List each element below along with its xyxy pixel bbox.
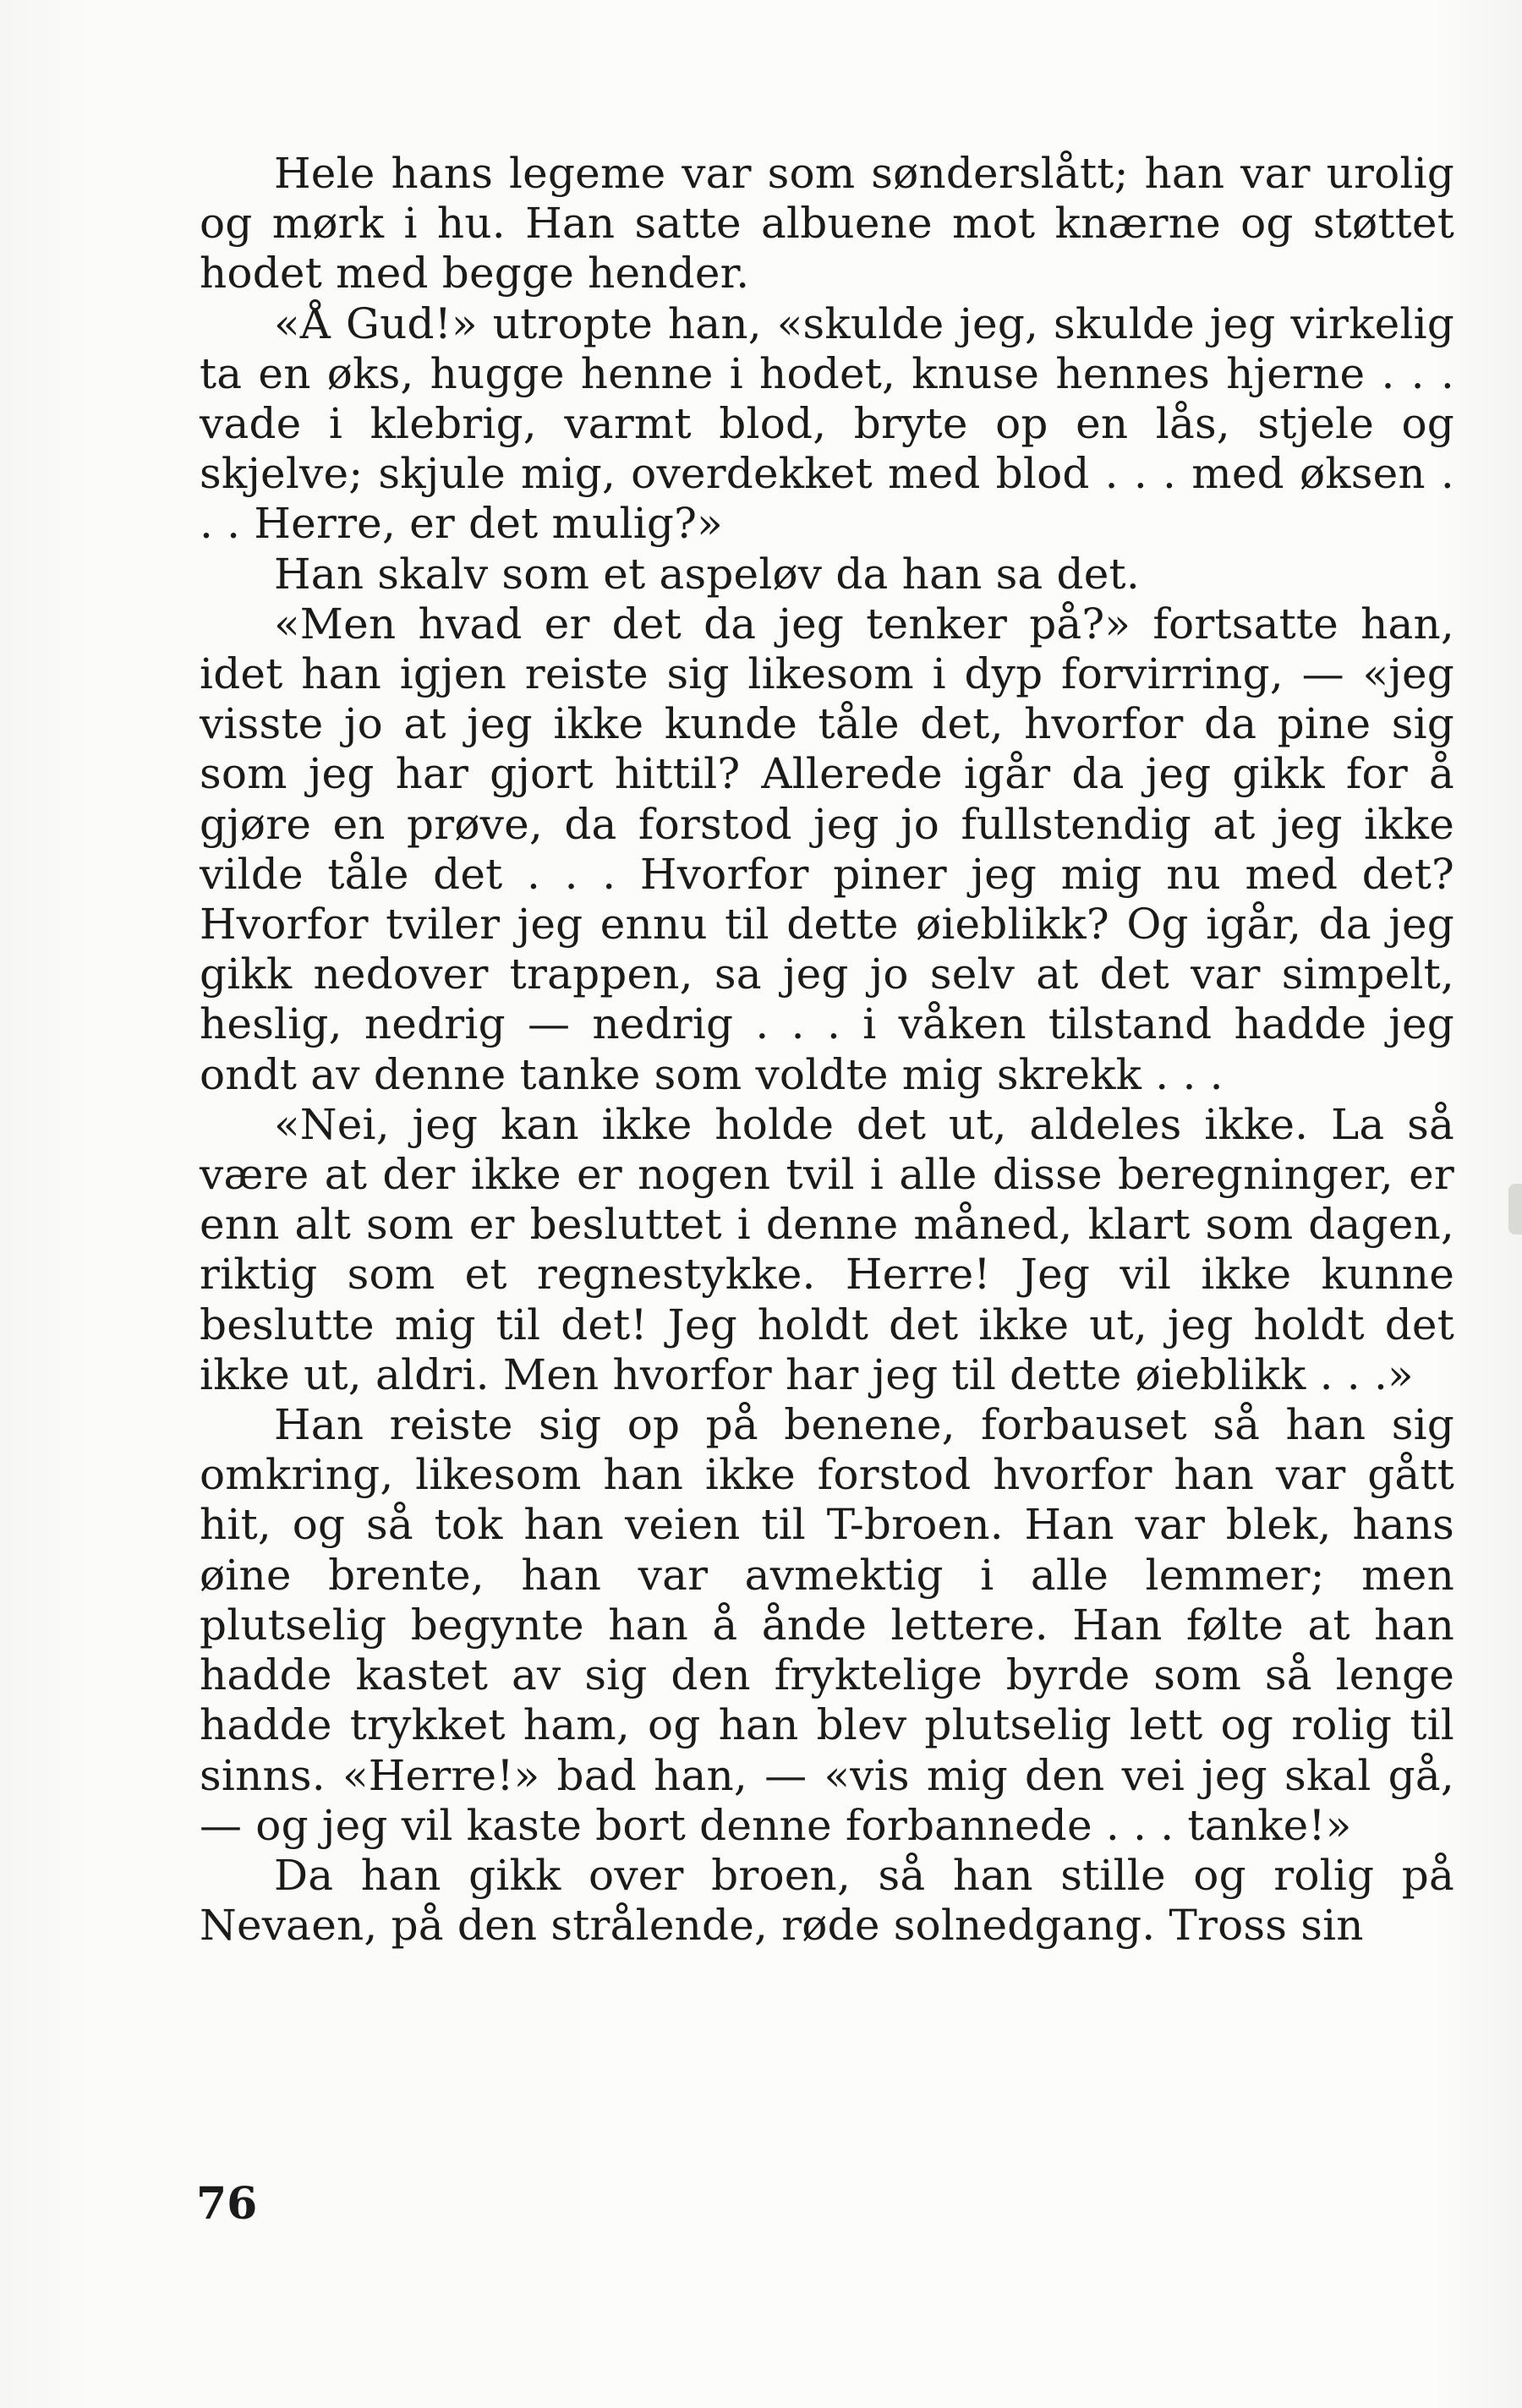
page-number: 76: [196, 2178, 258, 2230]
paragraph: Han skalv som et aspeløv da han sa det.: [274, 549, 1140, 599]
paragraph: «Å Gud!» utropte han, «skulde jeg, skulde jeg virkelig ta en øks, hugge henne i hodet, knuse hennes hjerne . . . vade i klebrig, varmt blod, bryte op en lås, stjele og skjelve; skjule mig, overdekket med blod . . . med øksen . . . Herre, er det mulig?»: [200, 298, 1454, 549]
paragraph: Han reiste sig op på benene, forbauset så han sig omkring, likesom han ikke forstod hvorfor han var gått hit, og så tok han veien til T-broen. Han var blek, hans øine brente, han var avmektig i alle lemmer; men plutselig begynte han å ånde lettere. Han følte at han hadde kastet av sig den fryktelige byrde som så lenge hadde trykket ham, og han blev plutselig lett og rolig til sinns. «Herre!» bad han, — «vis mig den vei jeg skal gå, — og jeg vil kaste bort denne forbannede . . . tanke!»: [200, 1400, 1454, 1850]
page-edge-mark: [1508, 1184, 1522, 1234]
paragraph: «Nei, jeg kan ikke holde det ut, aldeles ikke. La så være at der ikke er nogen tvil i alle disse beregninger, er enn alt som er besluttet i denne måned, klart som dagen, riktig som et regnestykke. Herre! Jeg vil ikke kunne beslutte mig til det! Jeg holdt det ikke ut, jeg holdt det ikke ut, aldri. Men hvorfor har jeg til dette øieblikk . . .»: [200, 1099, 1454, 1399]
paragraph: Hele hans legeme var som sønderslått; han var urolig og mørk i hu. Han satte albuene mot knærne og støttet hodet med begge hender.: [200, 149, 1454, 298]
paragraph: «Men hvad er det da jeg tenker på?» fortsatte han, idet han igjen reiste sig likesom i dyp forvirring, — «jeg visste jo at jeg ikke kunde tåle det, hvorfor da pine sig som jeg har gjort hittil? Allerede igår da jeg gikk for å gjøre en prøve, da forstod jeg jo fullstendig at jeg ikke vilde tåle det . . . Hvorfor piner jeg mig nu med det? Hvorfor tviler jeg ennu til dette øieblikk? Og igår, da jeg gikk nedover trappen, sa jeg jo selv at det var simpelt, heslig, nedrig — nedrig . . . i våken tilstand hadde jeg ondt av denne tanke som voldte mig skrekk . . .: [200, 599, 1454, 1099]
paragraph: Da han gikk over broen, så han stille og rolig på Nevaen, på den strålende, røde solnedgang. Tross sin: [200, 1850, 1454, 1951]
body-text: [200, 149, 1454, 1951]
